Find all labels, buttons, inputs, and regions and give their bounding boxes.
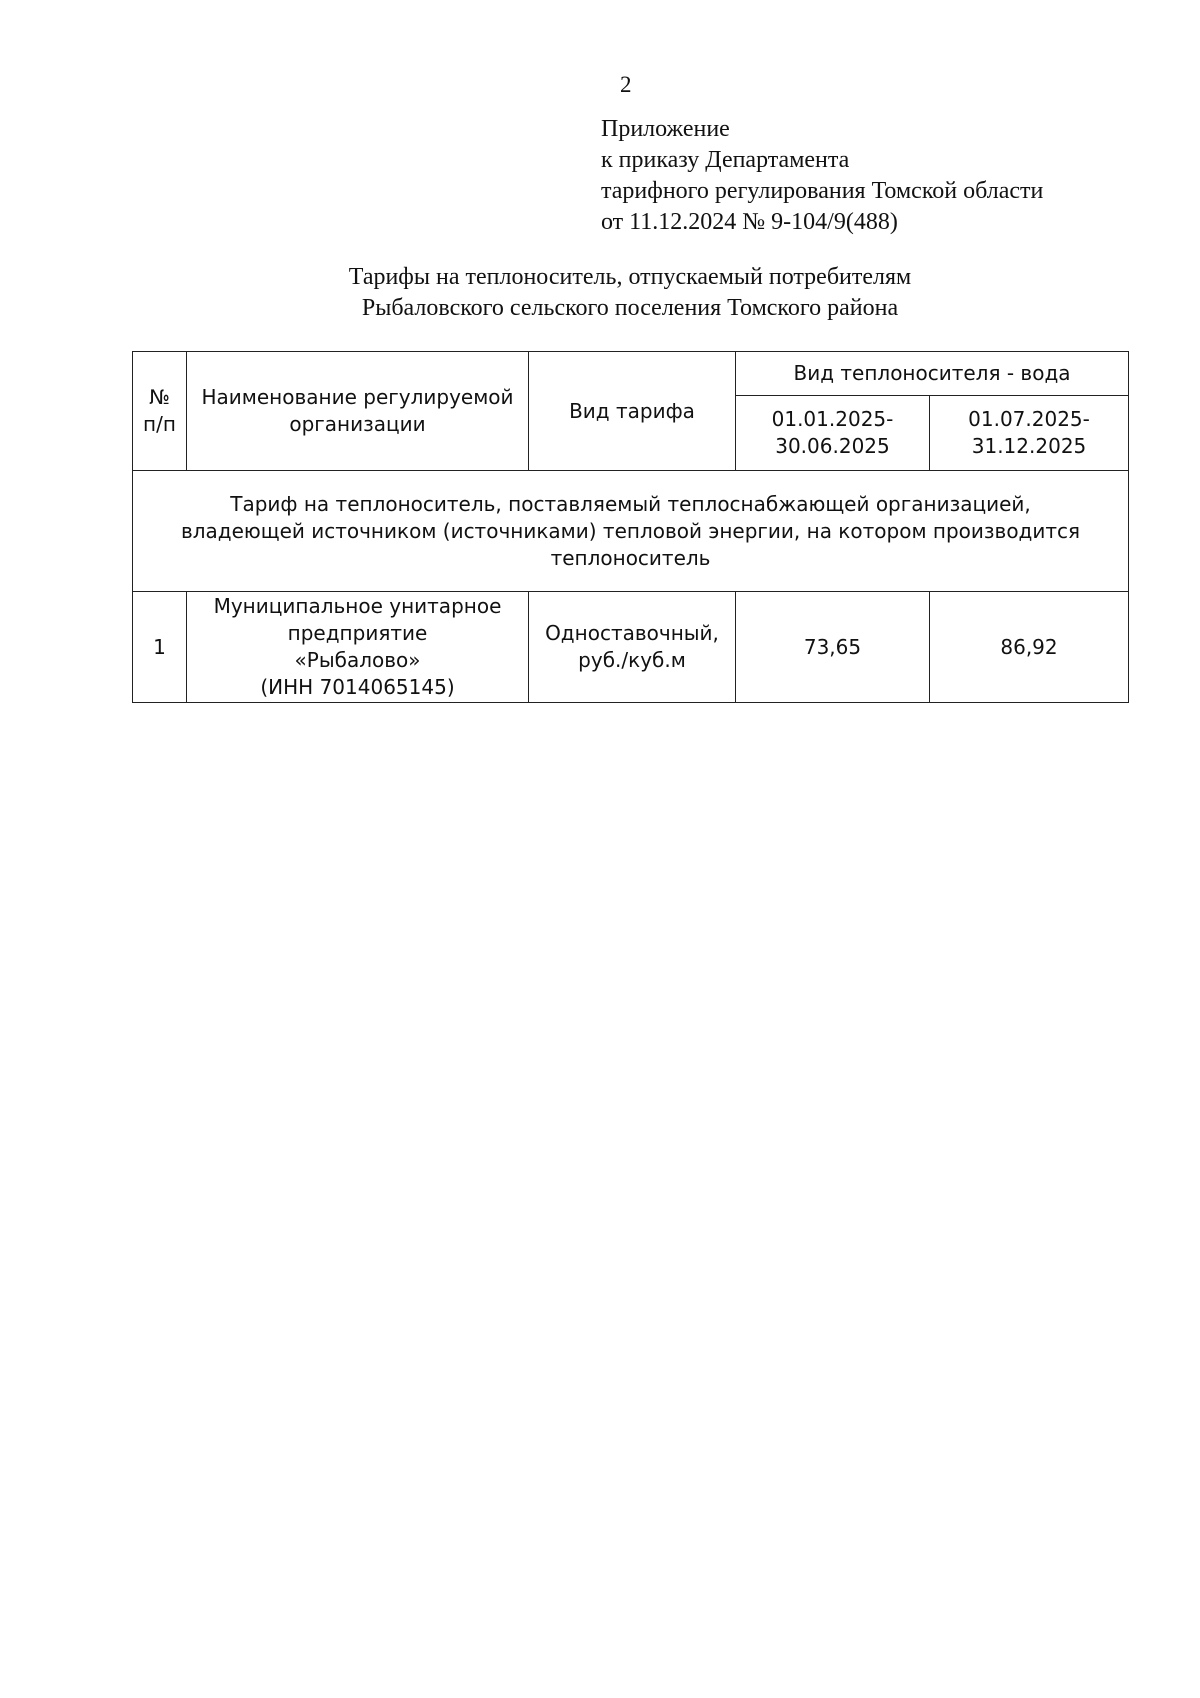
appendix-line: к приказу Департамента: [601, 147, 850, 173]
header-num: [133, 352, 187, 471]
header-period-1: [736, 396, 930, 471]
section-line: теплоноситель: [550, 545, 711, 570]
cell-num: 1: [133, 592, 187, 703]
cell-value-period-2: 86,92: [930, 592, 1129, 703]
header-tariff-type: Вид тарифа: [529, 352, 736, 471]
document-title: [0, 262, 1200, 324]
header-carrier: Вид теплоносителя - вода: [736, 352, 1129, 396]
header-org-line: организации: [289, 412, 426, 436]
header-num-line: п/п: [143, 412, 176, 436]
page-number: 2: [620, 72, 632, 97]
type-line: Одноставочный,: [545, 621, 719, 645]
header-period-2: [930, 396, 1129, 471]
header-org-line: Наименование регулируемой: [201, 385, 514, 409]
section-caption: [133, 471, 1129, 592]
tariff-table: [132, 351, 1129, 703]
title-line: Рыбаловского сельского поселения Томского района: [361, 295, 899, 321]
org-line: «Рыбалово»: [294, 648, 421, 672]
header-organization: [187, 352, 529, 471]
type-line: руб./куб.м: [578, 648, 686, 672]
header-num-line: №: [149, 385, 170, 409]
header-period-line: 31.12.2025: [971, 434, 1087, 458]
cell-tariff-type: [529, 592, 736, 703]
header-period-line: 01.07.2025-: [968, 407, 1090, 431]
header-period-line: 01.01.2025-: [771, 407, 894, 431]
org-line: Муниципальное унитарное: [213, 594, 502, 618]
org-line: предприятие: [287, 621, 428, 645]
table-section-row: [133, 471, 1129, 592]
section-line: владеющей источником (источниками) тепловой энергии, на котором производится: [180, 518, 1081, 543]
table-row: [133, 592, 1129, 703]
header-period-line: 30.06.2025: [775, 434, 890, 458]
title-line: Тарифы на теплоноситель, отпускаемый потребителям: [348, 264, 912, 290]
appendix-line: Приложение: [601, 116, 730, 142]
table-header-row: [133, 352, 1129, 396]
appendix-line: от 11.12.2024 № 9-104/9(488): [601, 209, 898, 235]
appendix-line: тарифного регулирования Томской области: [601, 178, 1044, 204]
org-line: (ИНН 7014065145): [260, 675, 455, 699]
cell-organization: [187, 592, 529, 703]
section-line: Тариф на теплоноситель, поставляемый теплоснабжающей организацией,: [230, 491, 1031, 516]
appendix-block: [601, 114, 1043, 238]
cell-value-period-1: 73,65: [736, 592, 930, 703]
